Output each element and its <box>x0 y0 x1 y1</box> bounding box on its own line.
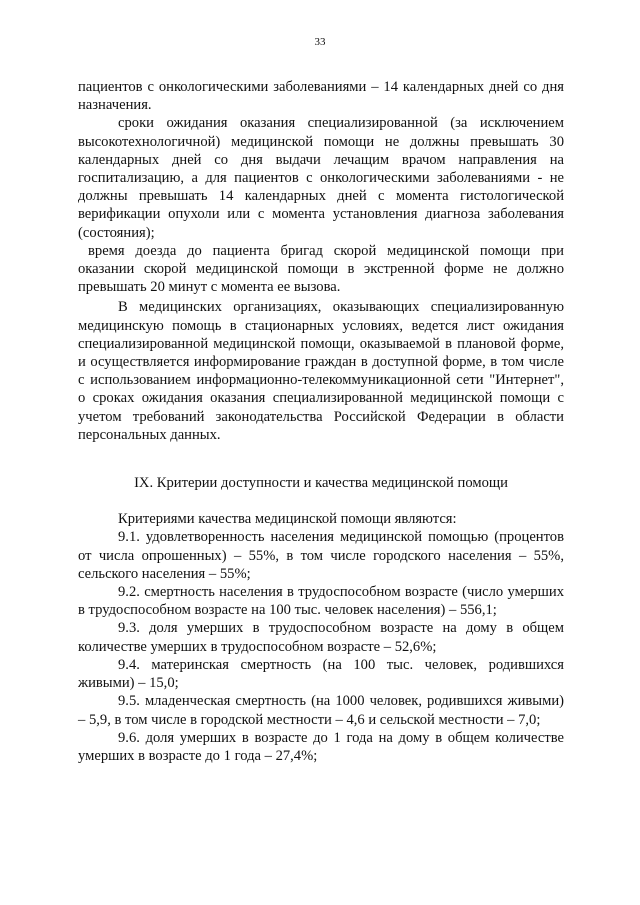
paragraph-waiting-list: В медицинских организациях, оказывающих специализированную медицинскую помощь в стационарных условиях, ведется лист ожидания специализированной медицинской помощи, оказываемой в плановой форме, и осуществляется информирование граждан в доступной форме, в том числе с использованием информационно-телекоммуникационной сети "Интернет", о сроках ожидания оказания специализированной медицинской помощи с учетом требований законодательства Российской Федерации в области персональных данных. <box>78 299 564 443</box>
page-number: 33 <box>314 36 326 48</box>
criterion-9-3: 9.3. доля умерших в трудоспособном возрасте на дому в общем количестве умерших в трудоспособном возрасте – 52,6%; <box>78 620 564 655</box>
document-body <box>78 78 564 765</box>
criterion-9-5: 9.5. младенческая смертность (на 1000 человек, родившихся живыми) – 5,9, в том числе в городской местности – 4,6 и сельской местности – 7,0; <box>78 693 564 728</box>
paragraph-ambulance-time: время доезда до пациента бригад скорой медицинской помощи при оказании скорой медицинской помощи в экстренной форме не должно превышать 20 минут с момента ее вызова. <box>78 242 564 296</box>
criterion-9-2: 9.2. смертность населения в трудоспособном возрасте (число умерших в трудоспособном возрасте на 100 тыс. человек населения) – 556,1; <box>78 584 564 619</box>
section-heading: IX. Критерии доступности и качества медицинской помощи <box>134 475 508 492</box>
criteria-intro: Критериями качества медицинской помощи являются: <box>118 511 457 528</box>
criterion-9-6: 9.6. доля умерших в возрасте до 1 года на дому в общем количестве умерших в возрасте до 1 года – 27,4%; <box>78 729 564 764</box>
criterion-9-4: 9.4. материнская смертность (на 100 тыс. человек, родившихся живыми) – 15,0; <box>78 656 564 692</box>
paragraph-oncology-wait: пациентов с онкологическими заболеваниями – 14 календарных дней со дня назначения. <box>78 79 564 114</box>
paragraph-specialized-wait: сроки ожидания оказания специализированной (за исключением высокотехнологичной) медицинской помощи не должны превышать 30 календарных дней со дня выдачи лечащим врачом направления на госпитализацию, а для пациентов с онкологическими заболеваниями - не должны превышать 14 календарных дней с момента гистологической верификации опухоли или с момента установления диагноза заболевания (состояния); <box>78 115 564 241</box>
criterion-9-1: 9.1. удовлетворенность населения медицинской помощью (процентов от числа опрошенных) – 55%, в том числе городского населения – 55%, сельского населения – 55%; <box>78 529 564 582</box>
